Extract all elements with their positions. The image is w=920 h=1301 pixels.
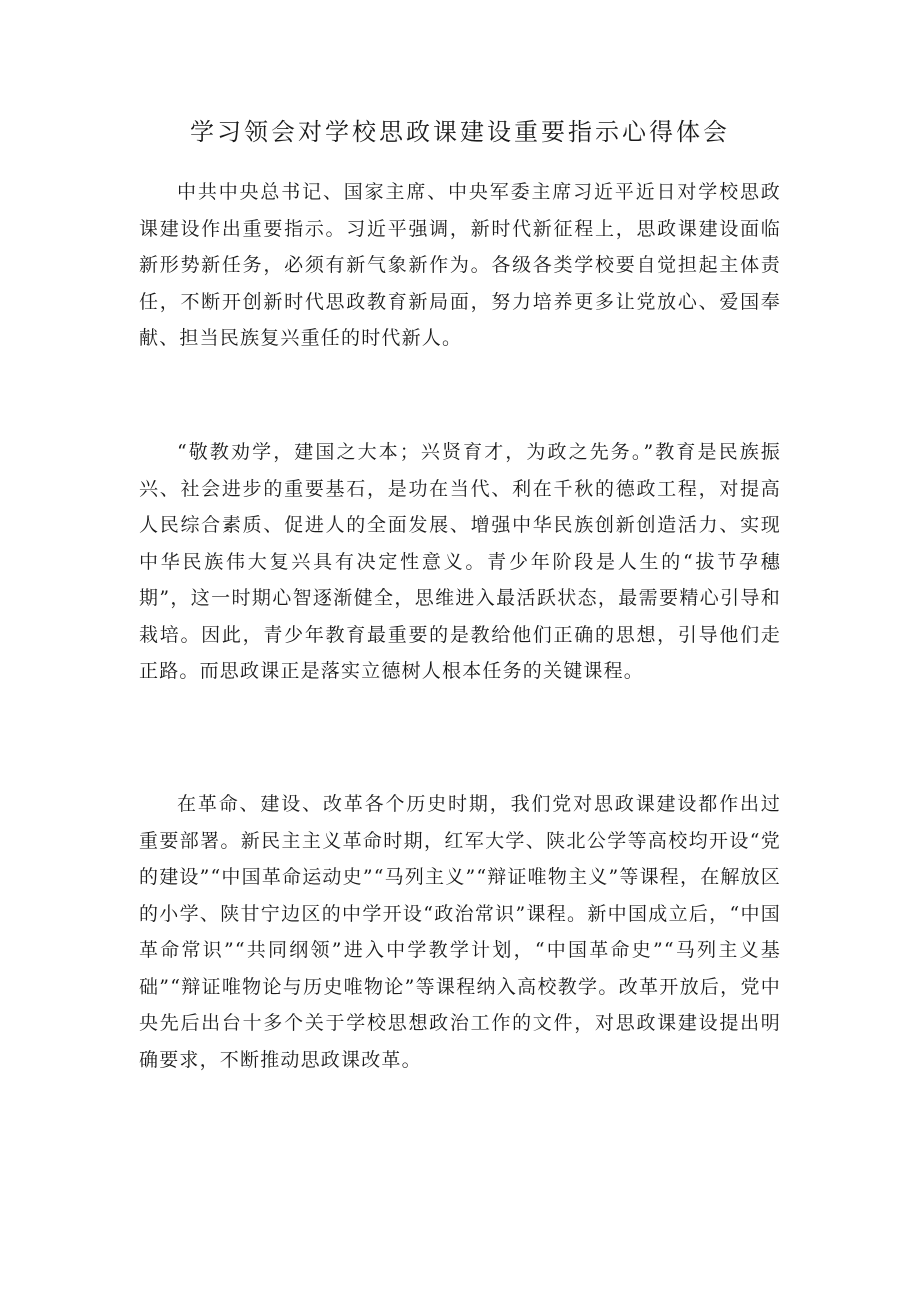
document-title: 学习领会对学校思政课建设重要指示心得体会 xyxy=(190,118,730,146)
paragraph-2: “敬教劝学，建国之大本；兴贤育才，为政之先务。”教育是民族振兴、社会进步的重要基石，是功在当代、利在千秋的德政工程，对提高人民综合素质、促进人的全面发展、增强中华民族创新创造活力、实现中华民族伟大复兴具有决定性意义。青少年阶段是人生的“拔节孕穗期”，这一时期心智逐渐健全，思维进入最活跃状态，最需要精心引导和栽培。因此，青少年教育最重要的是教给他们正确的思想，引导他们走正路。而思政课正是落实立德树人根本任务的关键课程。 xyxy=(139,441,781,682)
paragraph-1: 中共中央总书记、国家主席、中央军委主席习近平近日对学校思政课建设作出重要指示。习近平强调，新时代新征程上，思政课建设面临新形势新任务，必须有新气象新作为。各级各类学校要自觉担起主体责任，不断开创新时代思政教育新局面，努力培养更多让党放心、爱国奉献、担当民族复兴重任的时代新人。 xyxy=(139,181,781,349)
paragraph-3: 在革命、建设、改革各个历史时期，我们党对思政课建设都作出过重要部署。新民主主义革命时期，红军大学、陕北公学等高校均开设“党的建设”“中国革命运动史”“马列主义”“辩证唯物主义”等课程，在解放区的小学、陕甘宁边区的中学开设“政治常识”课程。新中国成立后，“中国革命常识”“共同纲领”进入中学教学计划，“中国革命史”“马列主义基础”“辩证唯物论与历史唯物论”等课程纳入高校教学。改革开放后，党中央先后出台十多个关于学校思想政治工作的文件，对思政课建设提出明确要求，不断推动思政课改革。 xyxy=(139,793,781,1071)
